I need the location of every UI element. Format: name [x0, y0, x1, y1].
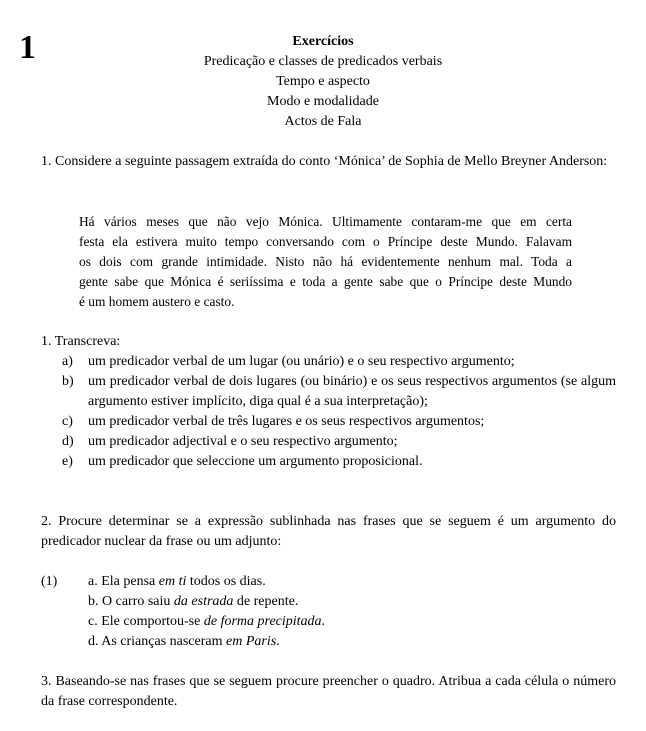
question-2-intro: 2. Procure determinar se a expressão sublinhada nas frases que se seguem é um argumento do predicador nuclear da frase ou um adjunto: [41, 514, 616, 549]
list-marker: d) [62, 434, 74, 449]
header-line: Predicação e classes de predicados verbais [203, 54, 443, 69]
quote-line: Há vários meses que não vejo Mónica. Ultimamente contaram-me que em certa [79, 214, 572, 229]
example-row [41, 632, 616, 652]
list-marker: a) [62, 354, 73, 369]
example-row [41, 592, 616, 612]
example-text: . [276, 634, 280, 649]
list-item-text: um predicador adjectival e o seu respectivo argumento; [88, 434, 398, 449]
example-sentence [88, 632, 280, 652]
list-marker: c) [62, 414, 73, 429]
example-sentence [88, 612, 325, 632]
example-sentence [88, 572, 266, 592]
list-item-text: um predicador que seleccione um argumento proposicional. [88, 454, 423, 469]
page-number: 1 [19, 29, 36, 66]
quote-line: os dois com grande intimidade. Nisto não há evidentemente nenhum mal. Toda a [79, 254, 572, 269]
example-emphasis: em Paris [226, 634, 277, 649]
example-text: c. Ele comportou-se [88, 614, 204, 629]
examples-list [41, 572, 616, 652]
example-text: . [321, 614, 326, 629]
question-3-intro: 3. Baseando-se nas frases que se seguem procure preencher o quadro. Atribua a cada célula o número da frase correspondente. [41, 674, 616, 709]
list-item [41, 372, 616, 412]
list-item [41, 432, 616, 452]
example-number: (1) [41, 574, 58, 589]
document-title: Exercícios [292, 34, 354, 49]
example-row [41, 572, 616, 592]
header-line: Tempo e aspecto [276, 74, 370, 89]
list-item [41, 352, 616, 372]
quoted-passage [79, 212, 572, 312]
example-text: todos os dias. [186, 574, 266, 589]
example-emphasis: em ti [158, 574, 187, 589]
example-text: b. O carro saiu [88, 594, 174, 609]
quote-line: é um homem austero e casto. [79, 294, 235, 309]
example-text: a. Ela pensa [88, 574, 159, 589]
example-emphasis: da estrada [173, 594, 234, 609]
question-1-intro: 1. Considere a seguinte passagem extraída do conto ‘Mónica’ de Sophia de Mello Breyner Anderson: [41, 154, 608, 169]
list-item [41, 412, 616, 432]
list-marker: e) [62, 454, 73, 469]
list-item-text: um predicador verbal de dois lugares (ou binário) e os seus respectivos argumentos (se algum argumento estiver implícito, diga qual é a sua interpretação); [88, 374, 616, 409]
list-item-text: um predicador verbal de três lugares e os seus respectivos argumentos; [88, 414, 485, 429]
example-row [41, 612, 616, 632]
list-marker: b) [62, 374, 74, 389]
example-text: de repente. [233, 594, 299, 609]
quote-line: gente sabe que Mónica é seriíssima e toda a gente sabe que o Príncipe deste Mundo [79, 274, 572, 289]
example-sentence [88, 592, 298, 612]
list-item [41, 452, 616, 472]
list-item-text: um predicador verbal de um lugar (ou unário) e o seu respectivo argumento; [88, 354, 515, 369]
transcreva-heading: 1. Transcreva: [41, 334, 121, 349]
transcreva-list [41, 332, 616, 472]
document-header [0, 32, 646, 132]
header-line: Modo e modalidade [267, 94, 379, 109]
header-line: Actos de Fala [284, 114, 362, 129]
example-emphasis: de forma precipitada [203, 614, 322, 629]
quote-line: festa ela estivera muito tempo conversando com o Príncipe deste Mundo. Falavam [79, 234, 572, 249]
example-text: d. As crianças nasceram [88, 634, 226, 649]
